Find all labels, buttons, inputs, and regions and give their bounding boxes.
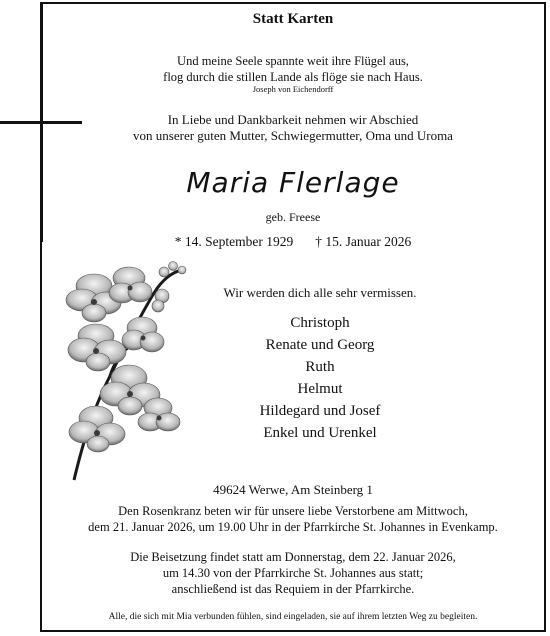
burial-line-2: um 14.30 von der Pfarrkirche St. Johannes aus statt; — [162, 566, 424, 580]
birth-date: * 14. September 1929 — [174, 234, 294, 249]
intro-text — [42, 112, 544, 144]
address: 49624 Werwe, Am Steinberg 1 — [213, 482, 373, 497]
rosary-line-2: dem 21. Januar 2026, um 19.00 Uhr in der Pfarrkirche St. Johannes in Evenkamp. — [88, 520, 498, 534]
mourner: Ruth — [305, 359, 335, 375]
rosary-info — [42, 503, 544, 535]
mourner: Christoph — [290, 315, 350, 331]
poem — [42, 53, 544, 85]
mourner: Helmut — [297, 381, 343, 397]
poem-author: Joseph von Eichendorff — [252, 84, 334, 94]
mourners-list — [110, 312, 530, 444]
burial-line-3: anschließend ist das Requiem in der Pfarrkirche. — [171, 582, 415, 596]
birth-name: geb. Freese — [265, 210, 321, 224]
deceased-name: Maria Flerlage — [186, 166, 400, 199]
intro-line-2: von unserer guten Mutter, Schwiegermutter, Oma und Uroma — [133, 128, 453, 143]
mourner: Hildegard und Josef — [259, 403, 381, 419]
poem-line-1: Und meine Seele spannte weit ihre Flügel aus, — [177, 54, 409, 68]
footer-text: Alle, die sich mit Mia verbunden fühlen, sind eingeladen, sie auf ihrem letzten Weg zu begleiten. — [108, 612, 478, 622]
heading: Statt Karten — [252, 11, 334, 27]
rosary-line-1: Den Rosenkranz beten wir für unsere liebe Verstorbene am Mittwoch, — [118, 504, 468, 518]
mourner: Renate und Georg — [265, 337, 375, 353]
intro-line-1: In Liebe und Dankbarkeit nehmen wir Abschied — [167, 112, 419, 127]
burial-line-1: Die Beisetzung findet statt am Donnerstag, dem 22. Januar 2026, — [130, 550, 456, 564]
poem-line-2: flog durch die stillen Lande als flöge sie nach Haus. — [163, 70, 423, 84]
death-date: † 15. Januar 2026 — [315, 234, 412, 249]
miss-text: Wir werden dich alle sehr vermissen. — [223, 285, 417, 300]
mourner: Enkel und Urenkel — [263, 425, 377, 441]
life-dates — [42, 234, 544, 250]
burial-info — [42, 549, 544, 597]
